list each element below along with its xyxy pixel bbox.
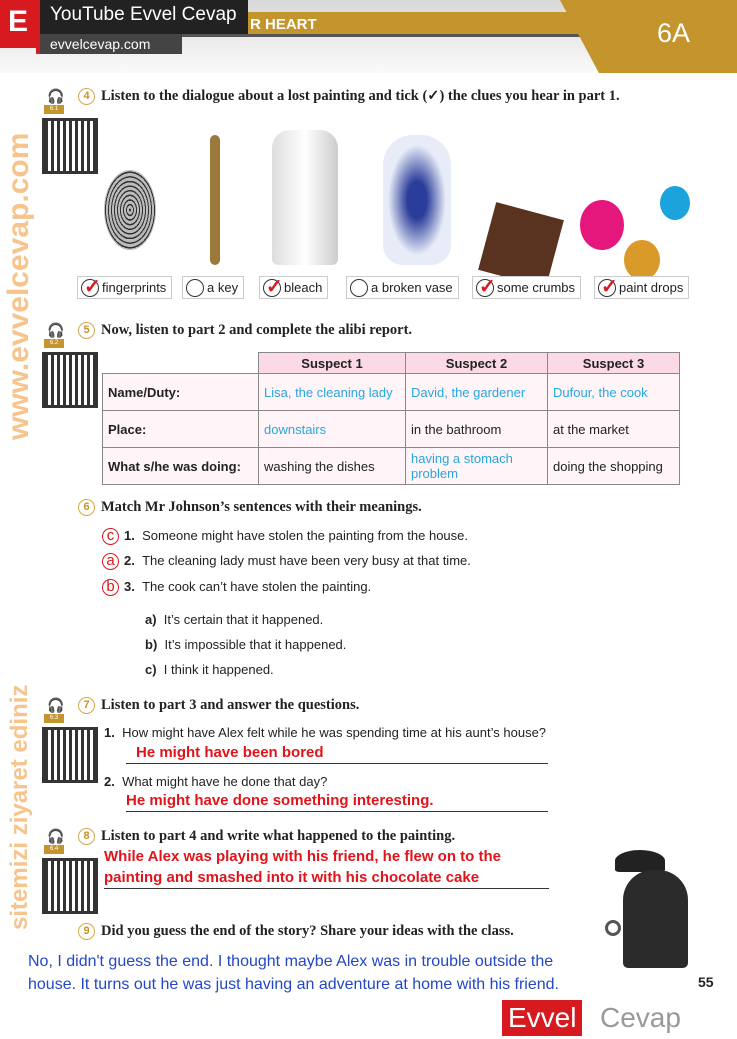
meaning-text: It’s impossible that it happened.: [164, 637, 347, 652]
overlay-url[interactable]: evvelcevap.com: [40, 34, 182, 54]
fingerprint-image: [100, 125, 160, 265]
sentence-text: The cook can’t have stolen the painting.: [142, 579, 372, 594]
item-number: 1.: [124, 528, 135, 543]
item-number: 3.: [124, 579, 135, 594]
page-number: 55: [698, 974, 714, 990]
meaning-text: It’s certain that it happened.: [163, 612, 324, 627]
meaning-item: [145, 612, 323, 627]
col-header: Suspect 3: [548, 353, 680, 374]
headphones-icon: 🎧: [47, 697, 65, 713]
exercise-number: 6: [78, 499, 95, 516]
overlay-channel[interactable]: YouTube Evvel Cevap: [40, 0, 248, 34]
cell: at the market: [548, 411, 680, 448]
checkbox-circle: [350, 279, 368, 297]
brand-logo-a: Evvel: [502, 1000, 582, 1036]
answer-cell: David, the gardener: [406, 374, 548, 411]
meaning-text: I think it happened.: [163, 662, 274, 677]
answer-field[interactable]: He might have done something interesting.: [126, 790, 548, 812]
sentence-item: [102, 528, 468, 545]
qr-code[interactable]: [42, 858, 98, 914]
overlay-logo: E: [0, 0, 36, 48]
answer-line-2[interactable]: house. It turns out he was just having an adventure at home with his friend.: [28, 976, 559, 993]
answer-letter: b: [102, 579, 119, 596]
check-icon: [476, 279, 494, 297]
answer-line-2[interactable]: painting and smashed into it with his chocolate cake: [104, 867, 549, 889]
answer-field[interactable]: He might have been bored: [126, 742, 548, 764]
vase-image: [372, 125, 462, 265]
clue-key[interactable]: [182, 276, 244, 299]
cell: doing the shopping: [548, 448, 680, 485]
question-text: What might have he done that day?: [122, 774, 328, 789]
sentence-item: [102, 579, 371, 596]
answer-letter: c: [102, 528, 119, 545]
answer-cell: Dufour, the cook: [548, 374, 680, 411]
instruction-text: Listen to part 4 and write what happened to the painting.: [101, 828, 456, 844]
clue-label: fingerprints: [102, 280, 167, 295]
table-row: [103, 411, 680, 448]
answer-cell: downstairs: [259, 411, 406, 448]
instruction-text: Did you guess the end of the story? Share your ideas with the class.: [101, 923, 514, 939]
clue-label: a broken vase: [371, 280, 453, 295]
answer-cell: having a stomach problem: [406, 448, 548, 485]
alibi-table: [102, 352, 680, 485]
exercise-number: 7: [78, 697, 95, 714]
col-header: Suspect 1: [259, 353, 406, 374]
key-image: [190, 125, 240, 265]
clue-label: bleach: [284, 280, 323, 295]
ex5-instruction: [78, 322, 412, 339]
check-icon: [263, 279, 281, 297]
instruction-text: Listen to the dialogue about a lost painting and tick (✓) the clues you hear in part 1.: [101, 88, 620, 104]
exercise-number: 4: [78, 88, 95, 105]
clue-label: a key: [207, 280, 239, 295]
answer-letter: a: [102, 553, 119, 570]
clue-label: some crumbs: [497, 280, 576, 295]
item-number: 2.: [124, 553, 135, 568]
checkbox-circle: [186, 279, 204, 297]
item-number: 1.: [104, 725, 115, 740]
qr-label: 6.4: [44, 845, 64, 854]
qr-code[interactable]: [42, 727, 98, 783]
table-row: [103, 374, 680, 411]
brand-logo-b: Cevap: [600, 1002, 681, 1033]
ex7-instruction: [78, 697, 359, 714]
col-header: Suspect 2: [406, 353, 548, 374]
check-icon: [81, 279, 99, 297]
headphones-icon: 🎧: [47, 828, 65, 844]
sentence-text: Someone might have stolen the painting from the house.: [142, 528, 469, 543]
watermark: sitemizi ziyaret ediniz: [6, 684, 33, 930]
instruction-text: Listen to part 3 and answer the questions.: [101, 697, 360, 713]
instruction-text: Now, listen to part 2 and complete the alibi report.: [101, 322, 413, 338]
row-label: Place:: [103, 411, 259, 448]
sentence-item: [102, 553, 471, 570]
crumbs-image: [478, 150, 563, 290]
answer-line-1[interactable]: While Alex was playing with his friend, he flew on to the: [104, 848, 501, 865]
unit-title: R HEART: [250, 16, 317, 33]
question: [104, 774, 327, 789]
meaning-key: b): [145, 637, 158, 652]
ex8-instruction: [78, 828, 455, 845]
watermark: www.evvelcevap.com: [2, 132, 35, 440]
qr-label: 6.1: [44, 105, 64, 114]
ex9-instruction: [78, 923, 514, 940]
cell: washing the dishes: [259, 448, 406, 485]
meaning-item: [145, 662, 274, 677]
clue-crumbs[interactable]: [472, 276, 581, 299]
sentence-text: The cleaning lady must have been very busy at that time.: [142, 553, 471, 568]
qr-label: 6.2: [44, 339, 64, 348]
row-label: What s/he was doing:: [103, 448, 259, 485]
meaning-item: [145, 637, 346, 652]
exercise-number: 8: [78, 828, 95, 845]
answer-line-1[interactable]: No, I didn't guess the end. I thought maybe Alex was in trouble outside the: [28, 953, 554, 970]
clue-paint-drops[interactable]: [594, 276, 689, 299]
qr-label: 6.3: [44, 714, 64, 723]
detective-image: [605, 850, 690, 968]
unit-number: 6A: [657, 18, 691, 48]
qr-code[interactable]: [42, 352, 98, 408]
answer-cell: Lisa, the cleaning lady: [259, 374, 406, 411]
instruction-text: Match Mr Johnson’s sentences with their meanings.: [101, 499, 422, 515]
qr-code[interactable]: [42, 118, 98, 174]
meaning-key: c): [145, 662, 157, 677]
ex6-instruction: [78, 499, 422, 516]
item-number: 2.: [104, 774, 115, 789]
clue-broken-vase[interactable]: [346, 276, 459, 299]
exercise-number: 5: [78, 322, 95, 339]
paint-drops-image: [580, 150, 690, 290]
corner: [103, 353, 259, 374]
ex4-instruction: [78, 88, 620, 105]
table-row: [103, 448, 680, 485]
check-icon: [598, 279, 616, 297]
question: [104, 725, 546, 740]
clue-fingerprints[interactable]: [77, 276, 172, 299]
headphones-icon: 🎧: [47, 322, 65, 338]
bleach-bottle-image: [270, 125, 340, 265]
row-label: Name/Duty:: [103, 374, 259, 411]
question-text: How might have Alex felt while he was spending time at his aunt’s house?: [122, 725, 547, 740]
cell: in the bathroom: [406, 411, 548, 448]
clue-bleach[interactable]: [259, 276, 328, 299]
headphones-icon: 🎧: [47, 88, 65, 104]
clue-label: paint drops: [619, 280, 684, 295]
exercise-number: 9: [78, 923, 95, 940]
meaning-key: a): [145, 612, 157, 627]
